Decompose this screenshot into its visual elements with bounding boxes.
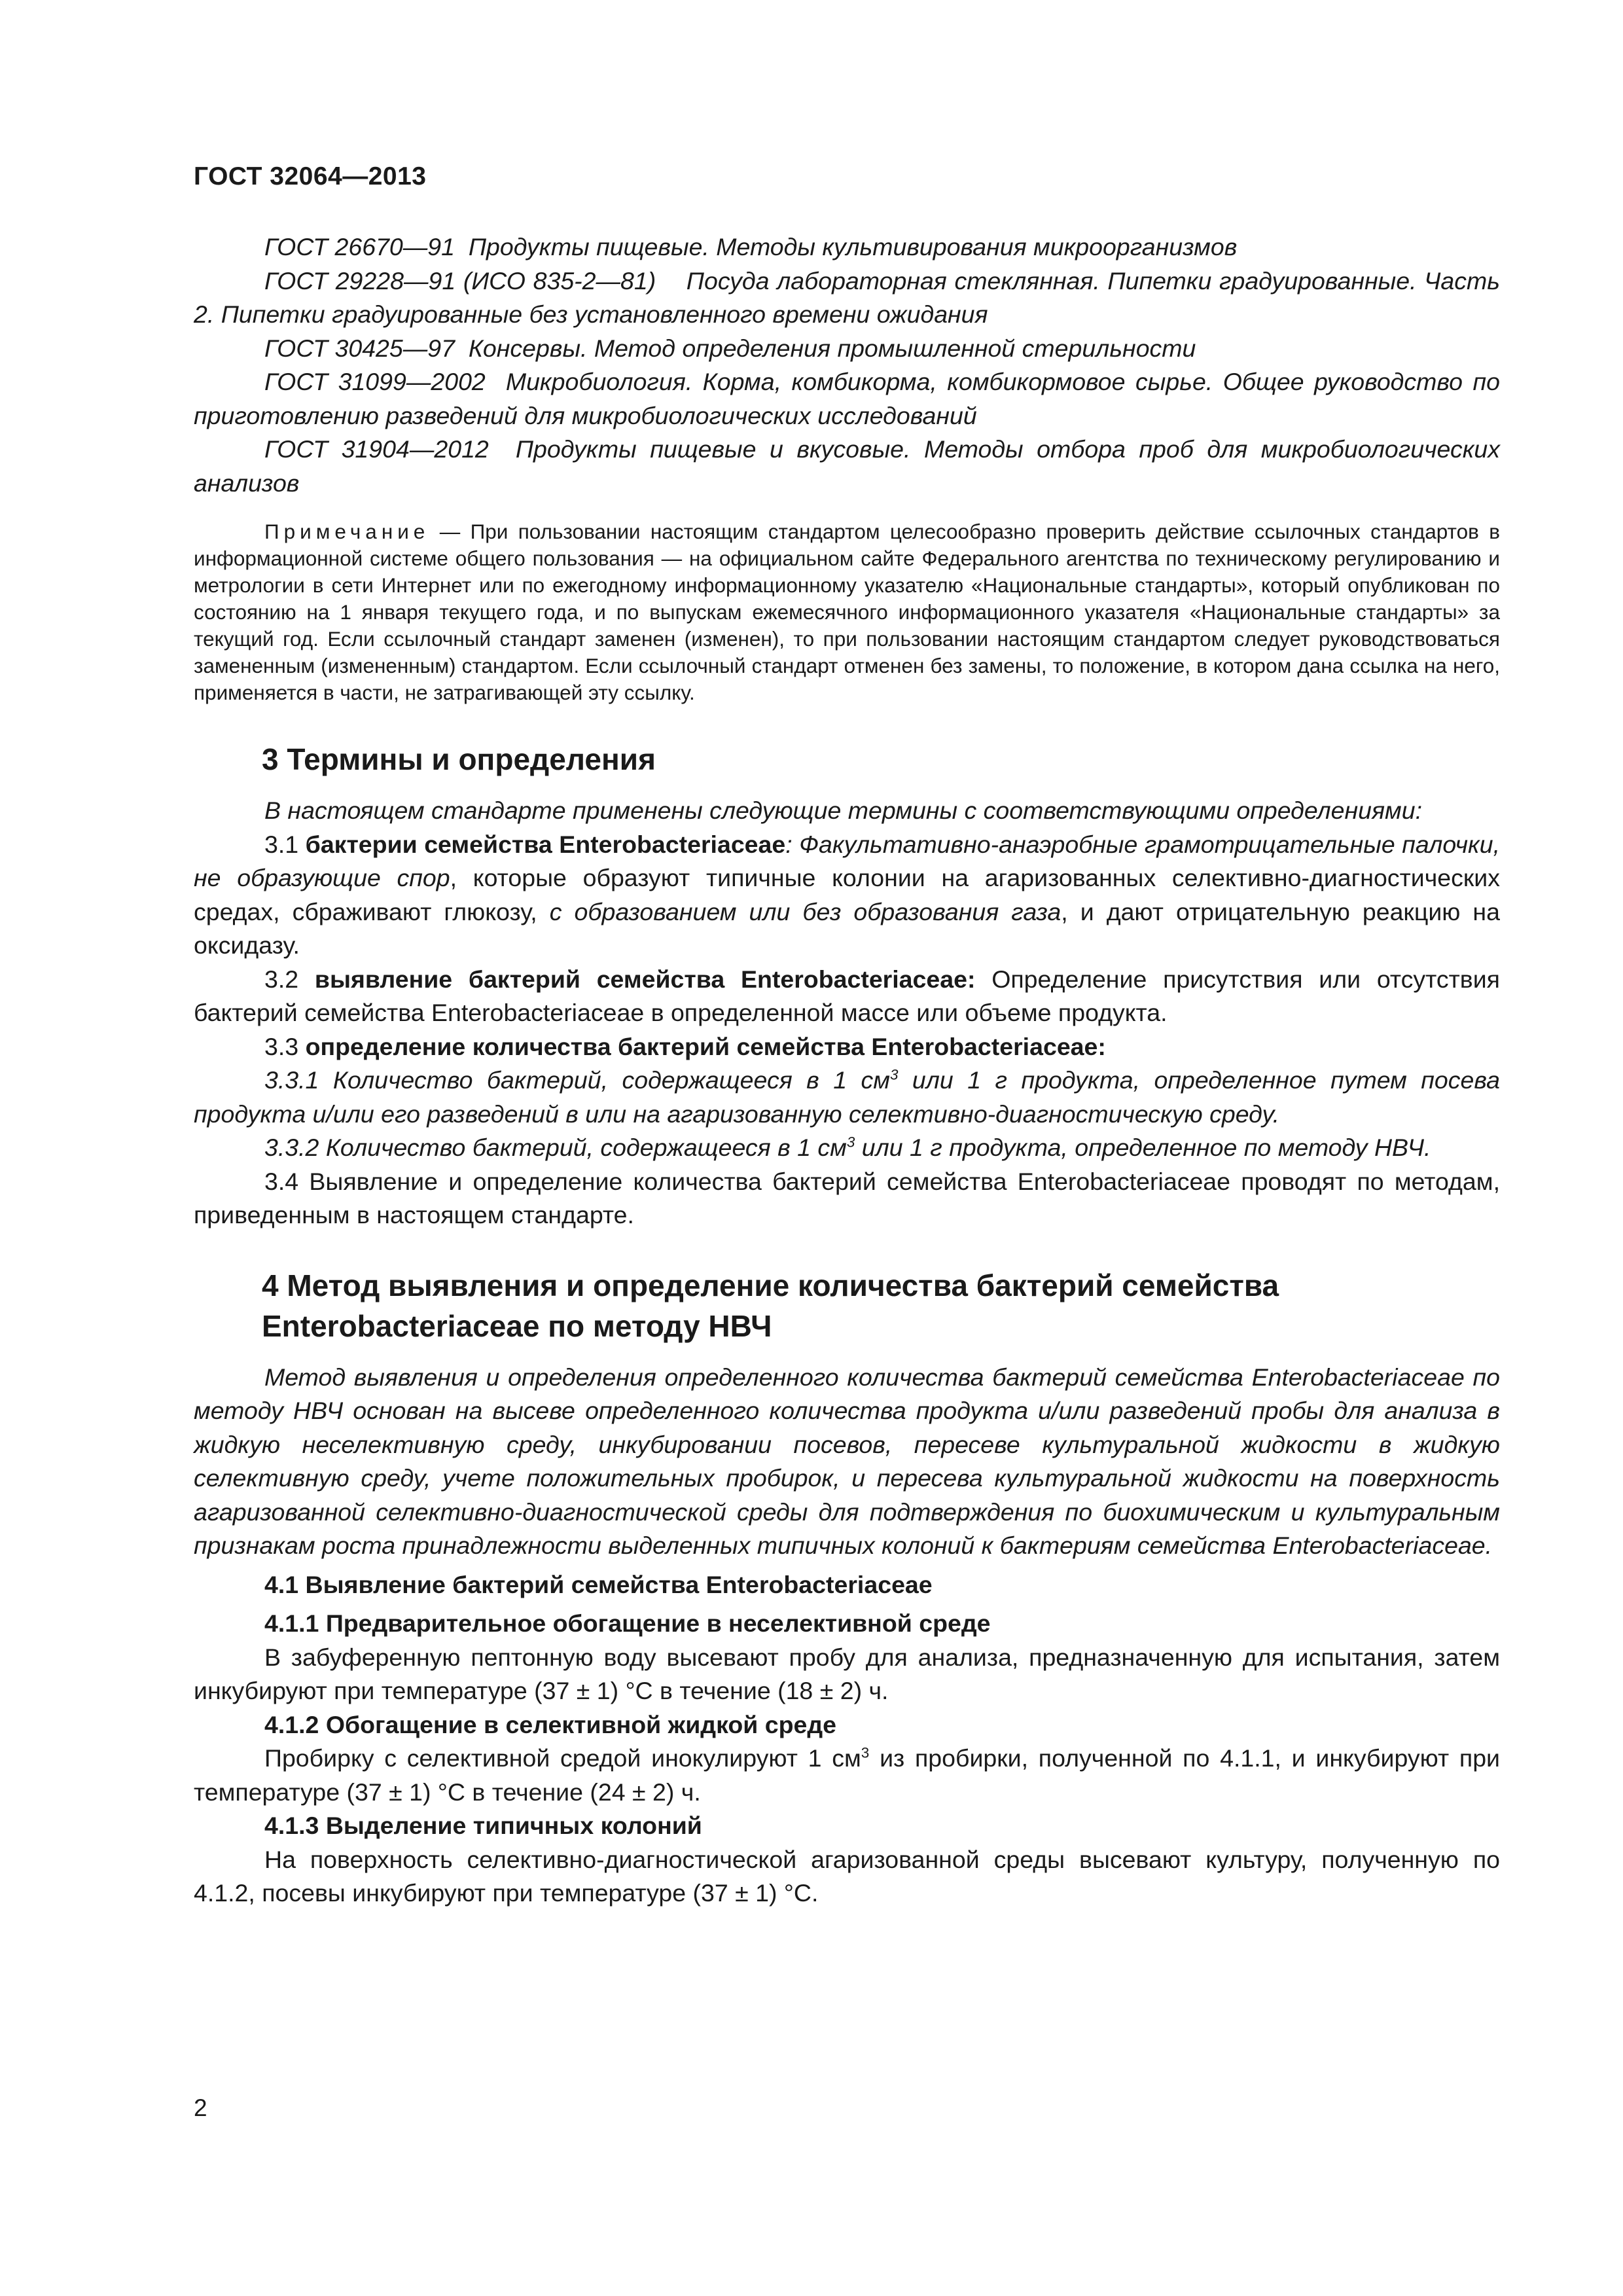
subsection-4-1-title: 4.1 Выявление бактерий семейства Enterobacteriaceae: [264, 1570, 933, 1598]
note-text: — При пользовании настоящим стандартом целесообразно проверить действие ссылочных стандартов в информационной системе общего пользования — на официальном сайте Федерального агентства по техническому регулированию и метрологии в сети Интернет или по ежегодному информационному указателю «Национальные стандарты», который опубликован по состоянию на 1 января текущего года, и по выпускам ежемесячного информационного указателя «Национальные стандарты» за текущий год. Если ссылочный стандарт заменен (изменен), то при пользовании настоящим стандартом следует руководствоваться замененным (измененным) стандартом. Если ссылочный стандарт отменен без замены, то положение, в котором дана ссылка на него, применяется в части, не затрагивающей эту ссылку.: [194, 520, 1500, 704]
subsection-4-1-1-title: 4.1.1 Предварительное обогащение в неселективной среде: [264, 1609, 991, 1637]
subsection-4-1-2-title: 4.1.2 Обогащение в селективной жидкой среде: [264, 1710, 837, 1738]
term-number: 3.1: [264, 830, 306, 858]
note-label: Примечание: [264, 520, 430, 543]
section-4-title-line-2: Enterobacteriaceae по методу НВЧ: [262, 1308, 772, 1343]
section-4-title-line-1: 4 Метод выявления и определение количества бактерий семейства: [262, 1268, 1279, 1302]
term-name: выявление бактерий семейства Enterobacteriaceae:: [314, 965, 976, 993]
reference-item: [194, 230, 1500, 264]
term-number: 3.2: [264, 965, 315, 993]
reference-title: Продукты пищевые и вкусовые. Методы отбора проб для микробиологических анализов: [194, 435, 1501, 497]
standard-code-header: ГОСТ 32064—2013: [194, 162, 427, 190]
term-3-3-1: 3.3.1 Количество бактерий, содержащееся в 1 $см^3$ или 1 г продукта, определенное путем посева продукта и/или его разведений в или на агаризованную селективно-диагностическую среду.: [194, 1066, 1500, 1128]
term-3-1: 3.1 бактерии семейства Enterobacteriaceae: Факультативно-анаэробные грамотрицательные палочки, не образующие спор, которые образуют типичные колонии на агаризованных селективно-диагностических средах, сбраживают глюкозу, с образованием или без образования газа, и дают отрицательную реакцию на оксидазу.: [194, 830, 1500, 959]
page-number: 2: [194, 2094, 207, 2121]
reference-title: Продукты пищевые. Методы культивирования микроорганизмов: [468, 233, 1238, 260]
term-name: определение количества бактерий семейства Enterobacteriaceae:: [305, 1032, 1106, 1060]
section-3-title: 3 Термины и определения: [262, 742, 656, 776]
reference-item: [194, 264, 1500, 332]
term-3-3: [194, 1030, 1500, 1064]
reference-code: ГОСТ 30425—97: [264, 334, 455, 362]
reference-code: ГОСТ 29228—91 (ИСО 835-2—81): [264, 266, 656, 295]
section-4-intro: Метод выявления и определения определенного количества бактерий семейства Enterobacteriaceae по методу НВЧ основан на высеве определенного количества продукта и/или разведений пробы для анализа в жидкую неселективную среду, инкубировании посевов, пересеве культуральной жидкости в жидкую селективную среду, учете положительных пробирок, и пересева культуральной жидкости на поверхность агаризованной селективно-диагностической среды для подтверждения по биохимическим и культуральным признакам роста принадлежности выделенных типичных колоний к бактериям семейства Enterobacteriaceae.: [194, 1363, 1500, 1559]
document-body: [194, 230, 1500, 1910]
term-3-4: 3.4 Выявление и определение количества бактерий семейства Enterobacteriaceae проводят по методам, приведенным в настоящем стандарте.: [194, 1167, 1500, 1229]
reference-code: ГОСТ 31904—2012: [264, 435, 489, 463]
section-3-intro: В настоящем стандарте применены следующие термины с соответствующими определениями:: [264, 797, 1422, 824]
subsection-4-1-3-text: На поверхность селективно-диагностической агаризованной среды высевают культуру, полученную по 4.1.2, посевы инкубируют при температуре (37 ± 1) °С.: [194, 1845, 1500, 1907]
reference-item: [194, 365, 1500, 433]
reference-item: [194, 433, 1500, 500]
reference-item: [194, 332, 1500, 366]
references-note: [194, 518, 1500, 706]
term-3-3-2: 3.3.2 Количество бактерий, содержащееся в 1 $см^3$ или 1 г продукта, определенное по методу НВЧ.: [264, 1134, 1431, 1161]
section-3-heading-block: [194, 739, 1500, 780]
subsection-4-1-2-text: Пробирку с селективной средой инокулируют 1 $см^3$ из пробирки, полученной по 4.1.1, и инкубируют при температуре (37 ± 1) °С в течение (24 ± 2) ч.: [194, 1744, 1500, 1806]
reference-title: Посуда лабораторная стеклянная. Пипетки градуированные. Часть 2. Пипетки градуированные без установленного времени ожидания: [194, 266, 1500, 328]
reference-code: ГОСТ 26670—91: [264, 233, 455, 260]
subsection-4-1-3-title: 4.1.3 Выделение типичных колоний: [264, 1812, 702, 1839]
subsection-4-1-1-text: В забуференную пептонную воду высевают пробу для анализа, предназначенную для испытания, затем инкубируют при температуре (37 ± 1) °С в течение (18 ± 2) ч.: [194, 1643, 1500, 1704]
reference-title: Микробиология. Корма, комбикорма, комбикормовое сырье. Общее руководство по приготовлению разведений для микробиологических исследований: [194, 368, 1501, 429]
term-number: 3.3: [264, 1032, 306, 1060]
term-3-2: [194, 963, 1500, 1030]
reference-code: ГОСТ 31099—2002: [264, 368, 486, 395]
section-4-heading-block: [194, 1265, 1500, 1346]
term-definition-italic: Факультативно-анаэробные грамотрицательные палочки, не образующие спор: [194, 830, 1500, 891]
term-name: бактерии семейства Enterobacteriaceae: [305, 830, 786, 858]
reference-title: Консервы. Метод определения промышленной стерильности: [468, 334, 1196, 362]
term-definition: Определение присутствия или отсутствия бактерий семейства Enterobacteriaceae в определенной массе или объеме продукта.: [194, 965, 1500, 1026]
